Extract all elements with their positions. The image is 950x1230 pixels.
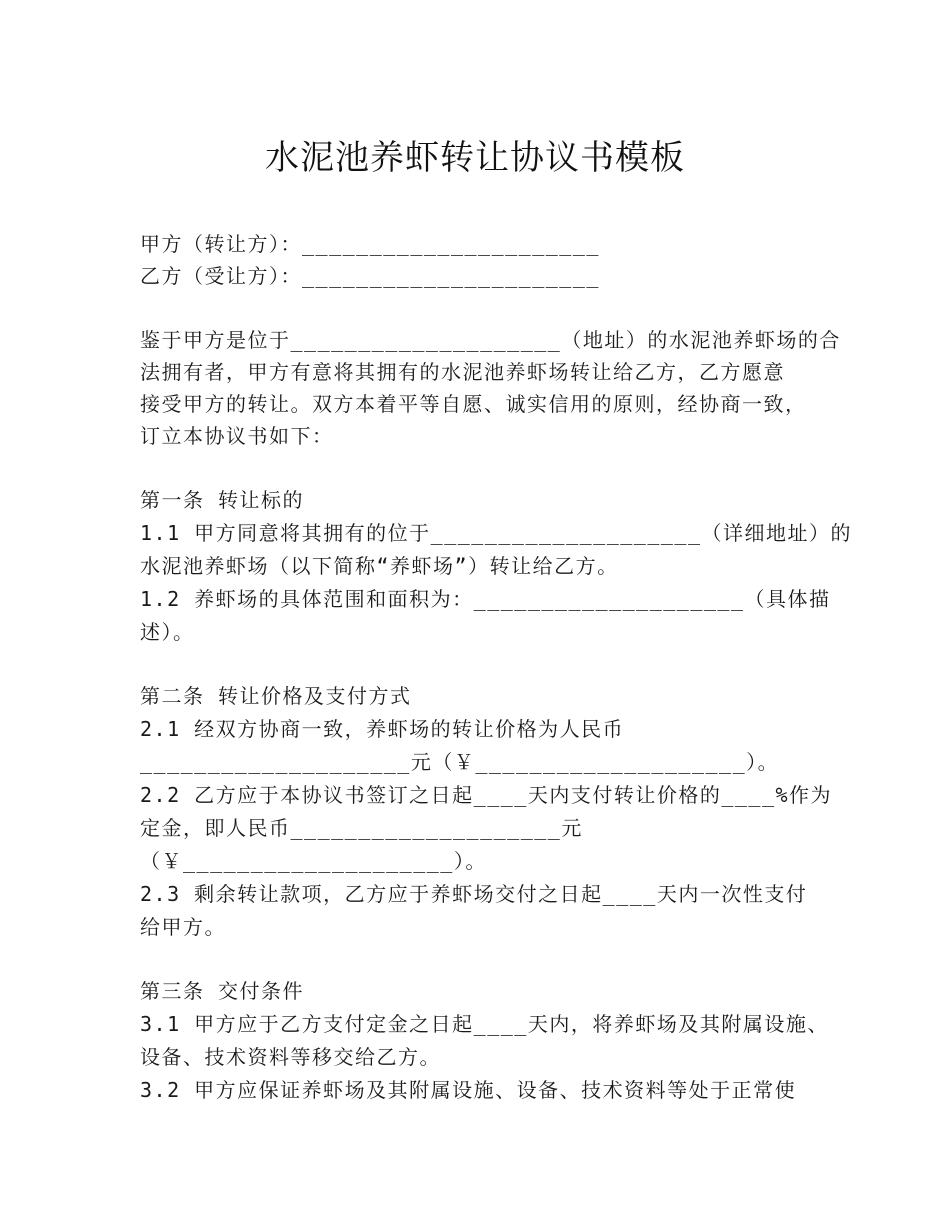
- article-3-heading: 第三条 交付条件: [140, 979, 305, 1003]
- article-2-heading: 第二条 转让价格及支付方式: [140, 684, 412, 708]
- clause-line: 3.2 甲方应保证养虾场及其附属设施、设备、技术资料等处于正常使: [140, 1078, 797, 1102]
- clause-line: 定金，即人民币____________________元: [140, 816, 583, 840]
- clause-line: （￥____________________）。: [140, 849, 487, 873]
- clause-line: 1.1 甲方同意将其拥有的位于____________________（详细地址）的: [140, 521, 852, 545]
- preamble-line: 法拥有者，甲方有意将其拥有的水泥池养虾场转让给乙方，乙方愿意: [140, 360, 785, 384]
- clause-line: 水泥池养虾场（以下简称“养虾场”）转让给乙方。: [140, 554, 619, 578]
- article-1-heading: 第一条 转让标的: [140, 488, 305, 512]
- clause-line: 3.1 甲方应于乙方支付定金之日起____天内，将养虾场及其附属设施、: [140, 1012, 829, 1036]
- clause-line: 1.2 养虾场的具体范围和面积为：____________________（具体描: [140, 587, 831, 611]
- preamble-line: 接受甲方的转让。双方本着平等自愿、诚实信用的原则，经协商一致，: [140, 392, 807, 416]
- clause-line: 2.3 剩余转让款项，乙方应于养虾场交付之日起____天内一次性支付: [140, 882, 808, 906]
- clause-line: 2.1 经双方协商一致，养虾场的转让价格为人民币: [140, 717, 625, 741]
- clause-line: 述）。: [140, 620, 195, 644]
- page-title: 水泥池养虾转让协议书模板: [265, 138, 685, 178]
- clause-line: 设备、技术资料等移交给乙方。: [140, 1045, 441, 1069]
- clause-line: 给甲方。: [140, 915, 226, 939]
- party-b-line: 乙方（受让方）：______________________: [140, 264, 600, 288]
- preamble-line: 鉴于甲方是位于____________________（地址）的水泥池养虾场的合: [140, 328, 841, 352]
- clause-line: 2.2 乙方应于本协议书签订之日起____天内支付转让价格的____%作为: [140, 783, 833, 807]
- clause-line: ____________________元（￥____________________）。: [140, 750, 780, 774]
- preamble-line: 订立本协议书如下：: [140, 424, 334, 448]
- party-a-line: 甲方（转让方）：______________________: [140, 232, 600, 256]
